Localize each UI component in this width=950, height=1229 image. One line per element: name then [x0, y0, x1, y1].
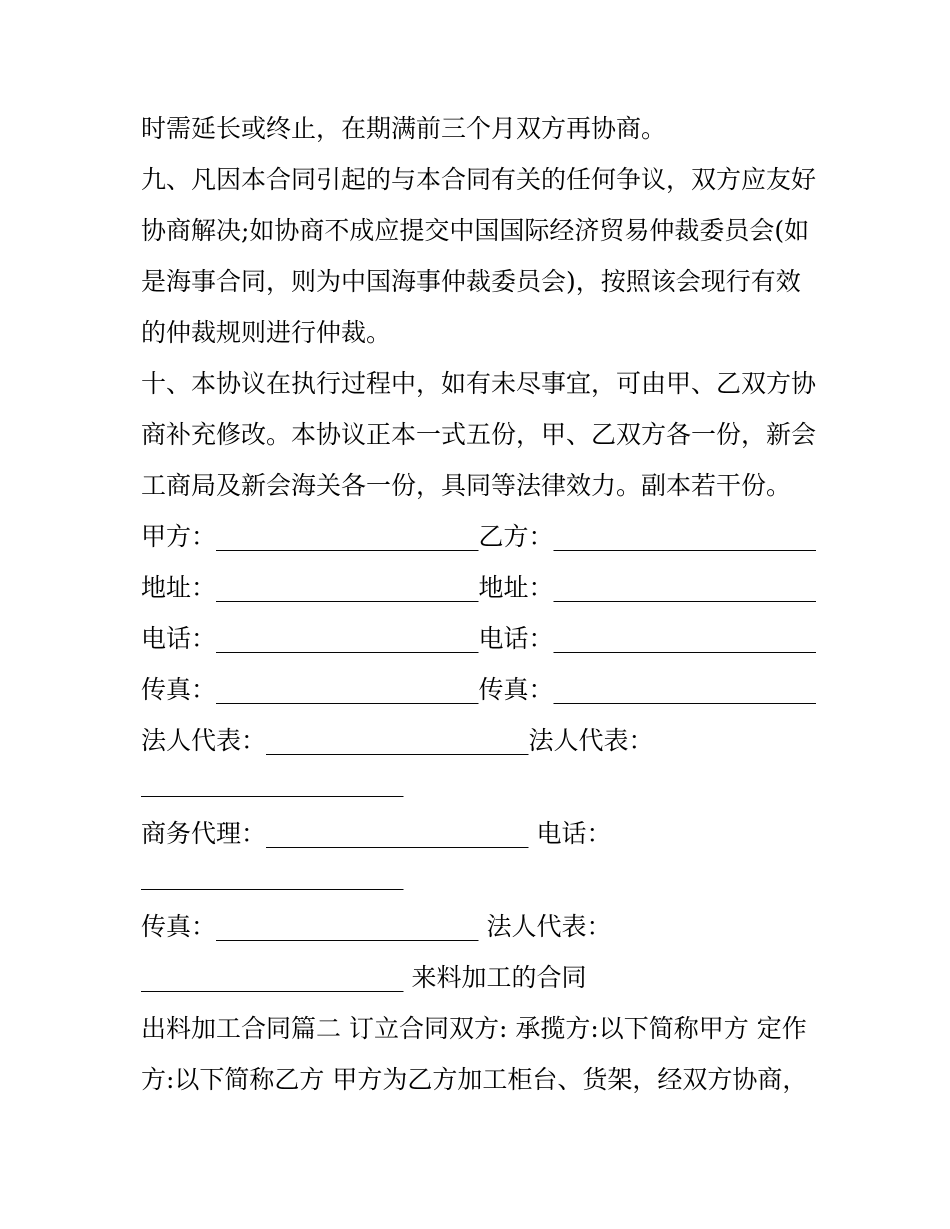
- text-line: 协商解决;如协商不成应提交中国国际经济贸易仲裁委员会(如: [141, 216, 810, 245]
- text-line: 出料加工合同篇二 订立合同双方: 承揽方:以下简称甲方 定作: [141, 1014, 807, 1043]
- text-line: 是海事合同，则为中国海事仲裁委员会)，按照该会现行有效: [141, 267, 801, 296]
- signature-line-phone: 电话：_____________________电话：_____________________: [141, 624, 817, 653]
- text-line: 时需延长或终止，在期满前三个月双方再协商。: [141, 114, 667, 143]
- text-line: 的仲裁规则进行仲裁。: [141, 318, 392, 347]
- signature-line-party: 甲方：_____________________乙方：_____________________: [141, 522, 817, 551]
- text-line: 商补充修改。本协议正本一式五份，甲、乙双方各一份，新会: [141, 420, 817, 449]
- text-line: 工商局及新会海关各一份，具同等法律效力。副本若干份。: [141, 471, 792, 500]
- text-line: 方:以下简称乙方 甲方为乙方加工柜台、货架，经双方协商，: [141, 1065, 808, 1094]
- signature-line-fax: 传真：_____________________传真：_____________________: [141, 675, 817, 704]
- text-line: 九、凡因本合同引起的与本合同有关的任何争议，双方应友好: [141, 165, 817, 194]
- blank-line: _____________________: [141, 768, 404, 797]
- signature-line-legal-rep: 法人代表：_____________________法人代表：: [141, 726, 654, 755]
- blank-line: _____________________: [141, 861, 404, 890]
- signature-line-fax-legal-rep: 传真：_____________________ 法人代表：: [141, 912, 612, 941]
- signature-line-agent: 商务代理：_____________________ 电话：: [141, 819, 612, 848]
- text-line: 十、本协议在执行过程中，如有未尽事宜，可由甲、乙双方协: [141, 369, 817, 398]
- signature-line-address: 地址：_____________________地址：_____________________: [141, 573, 817, 602]
- section-heading-line: _____________________ 来料加工的合同: [141, 963, 587, 992]
